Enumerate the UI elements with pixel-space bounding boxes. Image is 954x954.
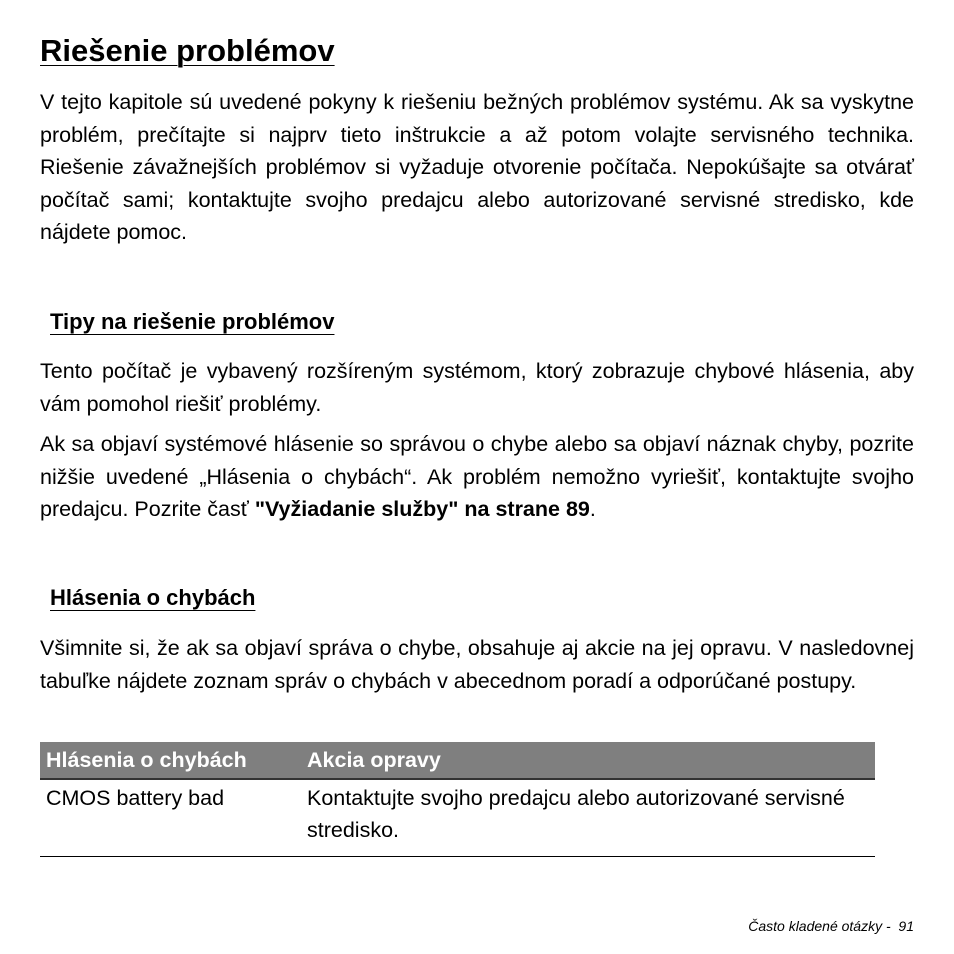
table-row bbox=[40, 779, 875, 857]
table-cell-error: CMOS battery bad bbox=[40, 779, 301, 857]
service-request-link[interactable]: "Vyžiadanie služby" na strane 89 bbox=[254, 497, 590, 522]
tips-paragraph-1: Tento počítač je vybavený rozšíreným systémom, ktorý zobrazuje chybové hlásenia, aby vám pomohol riešiť problémy. bbox=[40, 359, 914, 416]
section-heading-tips: Tipy na riešenie problémov bbox=[50, 309, 335, 334]
footer-page-number: 91 bbox=[898, 918, 914, 934]
errors-paragraph: Všimnite si, že ak sa objaví správa o chybe, obsahuje aj akcie na jej opravu. V nasledovnej tabuľke nájdete zoznam správ o chybách v abecednom poradí a odporúčané postupy. bbox=[40, 636, 914, 693]
table-header-action: Akcia opravy bbox=[301, 742, 875, 779]
error-messages-table bbox=[40, 742, 875, 857]
intro-paragraph: V tejto kapitole sú uvedené pokyny k riešeniu bežných problémov systému. Ak sa vyskytne problém, prečítajte si najprv tieto inštrukcie a až potom volajte servisného technika. Riešenie závažnejších problémov si vyžaduje otvorenie počítača. Nepokúšajte sa otvárať počítač sami; kontaktujte svojho predajcu alebo autorizované servisné stredisko, kde nájdete pomoc. bbox=[40, 90, 914, 245]
table-cell-action: Kontaktujte svojho predajcu alebo autorizované servisné stredisko. bbox=[301, 779, 875, 857]
tips-paragraph-2-end: . bbox=[589, 497, 596, 522]
table-header-error: Hlásenia o chybách bbox=[40, 742, 301, 779]
tips-paragraph-2 bbox=[40, 428, 914, 526]
tips-paragraph-2-text: Ak sa objaví systémové hlásenie so správou o chybe alebo sa objaví náznak chyby, pozrite nižšie uvedené „Hlásenia o chybách“. Ak problém nemožno vyriešiť, kontaktujte svojho predajcu. Pozrite časť bbox=[40, 432, 914, 522]
footer-section-name: Často kladené otázky - bbox=[748, 918, 891, 934]
section-heading-errors: Hlásenia o chybách bbox=[50, 585, 256, 610]
page-footer bbox=[748, 918, 914, 934]
table-header-row bbox=[40, 742, 875, 779]
page-title: Riešenie problémov bbox=[40, 33, 335, 68]
